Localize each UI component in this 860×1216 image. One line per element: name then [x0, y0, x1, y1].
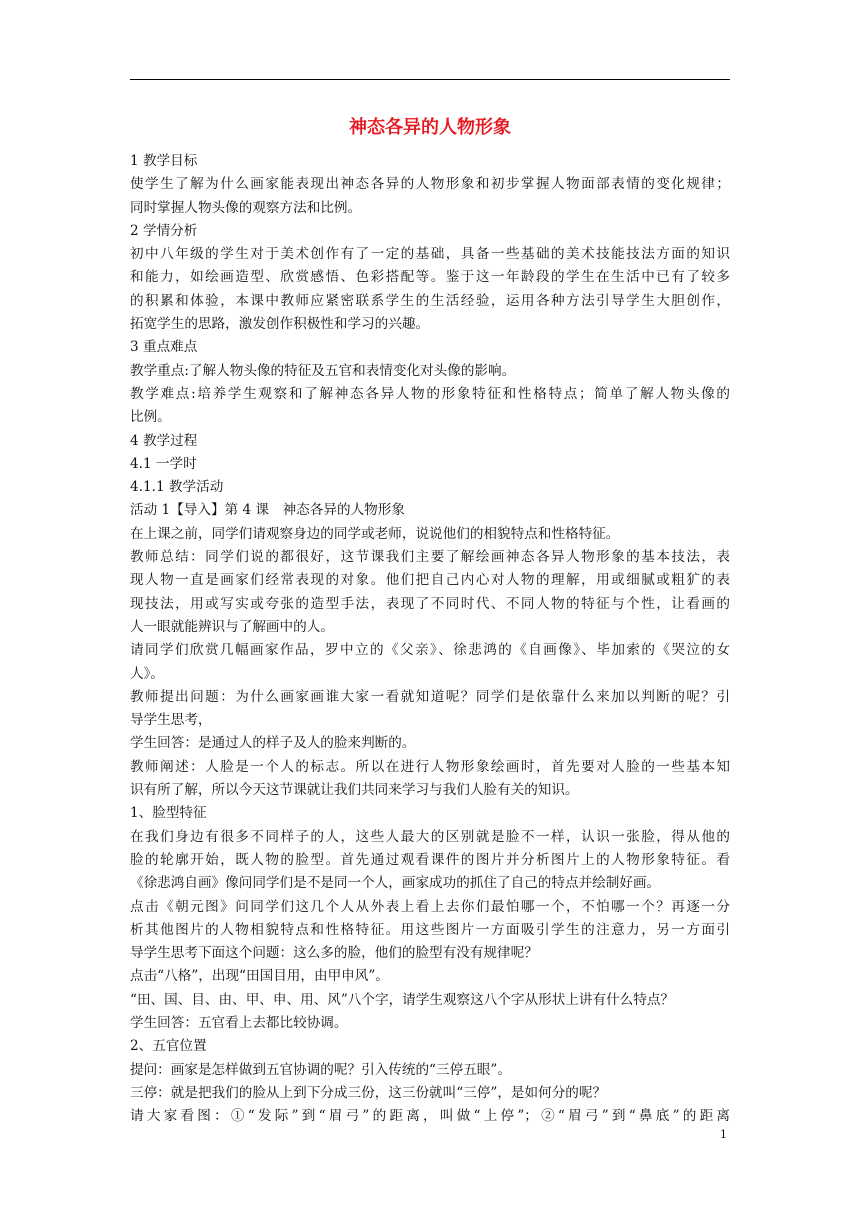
paragraph-line: 初中八年级的学生对于美术创作有了一定的基础，具备一些基础的美术技能技法方面的知识 [130, 246, 730, 263]
paragraph-line: 点击《朝元图》问同学们这几个人从外表上看上去你们最怕哪一个，不怕哪一个？再逐一分 [130, 898, 730, 915]
document-title: 神态各异的人物形象 [349, 117, 511, 138]
paragraph-line: “田、国、目、由、甲、申、用、风”八个字，请学生观察这八个字从形状上讲有什么特点？ [130, 991, 675, 1008]
paragraph-line: 和能力，如绘画造型、欣赏感悟、色彩搭配等。鉴于这一年龄段的学生在生活中已有了较多 [130, 269, 730, 286]
paragraph-line: 三停：就是把我们的脸从上到下分成三份，这三份就叫“三停”，是如何分的呢？ [130, 1084, 607, 1101]
paragraph-line: 在我们身边有很多不同样子的人，这些人最大的区别就是脸不一样，认识一张脸，得从他的 [130, 828, 730, 845]
document-body [130, 150, 730, 1125]
paragraph-line: 《徐悲鸿自画》像问同学们是不是同一个人，画家成功的抓住了自己的特点并绘制好画。 [130, 875, 661, 892]
paragraph-line: 使学生了解为什么画家能表现出神态各异的人物形象和初步掌握人物面部表情的变化规律； [130, 176, 730, 193]
paragraph-line: 学生回答：是通过人的样子及人的脸来判断的。 [130, 735, 416, 752]
paragraph-line: 拓宽学生的思路，激发创作积极性和学习的兴趣。 [130, 316, 430, 333]
section-heading-student-analysis: 2 学情分析 [130, 222, 198, 239]
paragraph-line: 脸的轮廓开始，既人物的脸型。首先通过观看课件的图片并分析图片上的人物形象特征。看 [130, 851, 730, 868]
activity-heading: 活动 1【导入】第 4 课 神态各异的人物形象 [130, 502, 405, 519]
subsection-heading: 4.1 一学时 [130, 455, 197, 472]
section-heading-face-shape: 1、脸型特征 [130, 805, 207, 822]
paragraph-line: 请大家看图：①“发际”到“眉弓”的距离，叫做“上停”；②“眉弓”到“鼻底”的距离 [130, 1108, 730, 1125]
paragraph-line: 导学生思考， [130, 712, 212, 729]
paragraph-line: 的积累和体验，本课中教师应紧密联系学生的生活经验，运用各种方法引导学生大胆创作， [130, 292, 730, 309]
paragraph-line: 比例。 [130, 409, 171, 426]
paragraph-line: 学生回答：五官看上去都比较协调。 [130, 1014, 348, 1031]
section-heading-process: 4 教学过程 [130, 432, 198, 449]
header-rule [130, 79, 730, 80]
paragraph-line: 识有所了解，所以今天这节课就让我们共同来学习与我们人脸有关的知识。 [130, 782, 579, 799]
paragraph-line: 教学难点:培养学生观察和了解神态各异人物的形象特征和性格特点；简单了解人物头像的 [130, 385, 730, 402]
paragraph-line: 教学重点:了解人物头像的特征及五官和表情变化对头像的影响。 [130, 362, 516, 379]
paragraph-line: 人》。 [130, 665, 164, 682]
section-heading-facial-features: 2、五官位置 [130, 1038, 207, 1055]
subsection-heading: 4.1.1 教学活动 [130, 479, 224, 496]
paragraph-line: 现技法，用或写实或夸张的造型手法，表现了不同时代、不同人物的特征与个性，让看画的 [130, 595, 730, 612]
paragraph-line: 请同学们欣赏几幅画家作品，罗中立的《父亲》、徐悲鸿的《自画像》、毕加索的《哭泣的女 [130, 642, 730, 659]
paragraph-line: 教师提出问题：为什么画家画谁大家一看就知道呢？同学们是依靠什么来加以判断的呢？引 [130, 688, 730, 705]
section-heading-key-points: 3 重点难点 [130, 339, 198, 356]
paragraph-line: 点击“八格”，出现“田国目用，由甲申风”。 [130, 968, 389, 985]
paragraph-line: 同时掌握人物头像的观察方法和比例。 [130, 199, 362, 216]
paragraph-line: 教师总结：同学们说的都很好，这节课我们主要了解绘画神态各异人物形象的基本技法，表 [130, 549, 730, 566]
paragraph-line: 在上课之前，同学们请观察身边的同学或老师，说说他们的相貌特点和性格特征。 [130, 525, 620, 542]
paragraph-line: 提问：画家是怎样做到五官协调的呢？引入传统的“三停五眼”。 [130, 1061, 511, 1078]
paragraph-line: 导学生思考下面这个问题：这么多的脸，他们的脸型有没有规律呢？ [130, 945, 538, 962]
paragraph-line: 现人物一直是画家们经常表现的对象。他们把自己内心对人物的理解，用或细腻或粗犷的表 [130, 572, 730, 589]
paragraph-line: 人一眼就能辨识与了解画中的人。 [130, 618, 334, 635]
paragraph-line: 教师阐述：人脸是一个人的标志。所以在进行人物形象绘画时，首先要对人脸的一些基本知 [130, 758, 730, 775]
paragraph-line: 析其他图片的人物相貌特点和性格特征。用这些图片一方面吸引学生的注意力，另一方面引 [130, 921, 730, 938]
section-heading-objectives: 1 教学目标 [130, 153, 198, 169]
page-number: 1 [720, 1128, 727, 1141]
